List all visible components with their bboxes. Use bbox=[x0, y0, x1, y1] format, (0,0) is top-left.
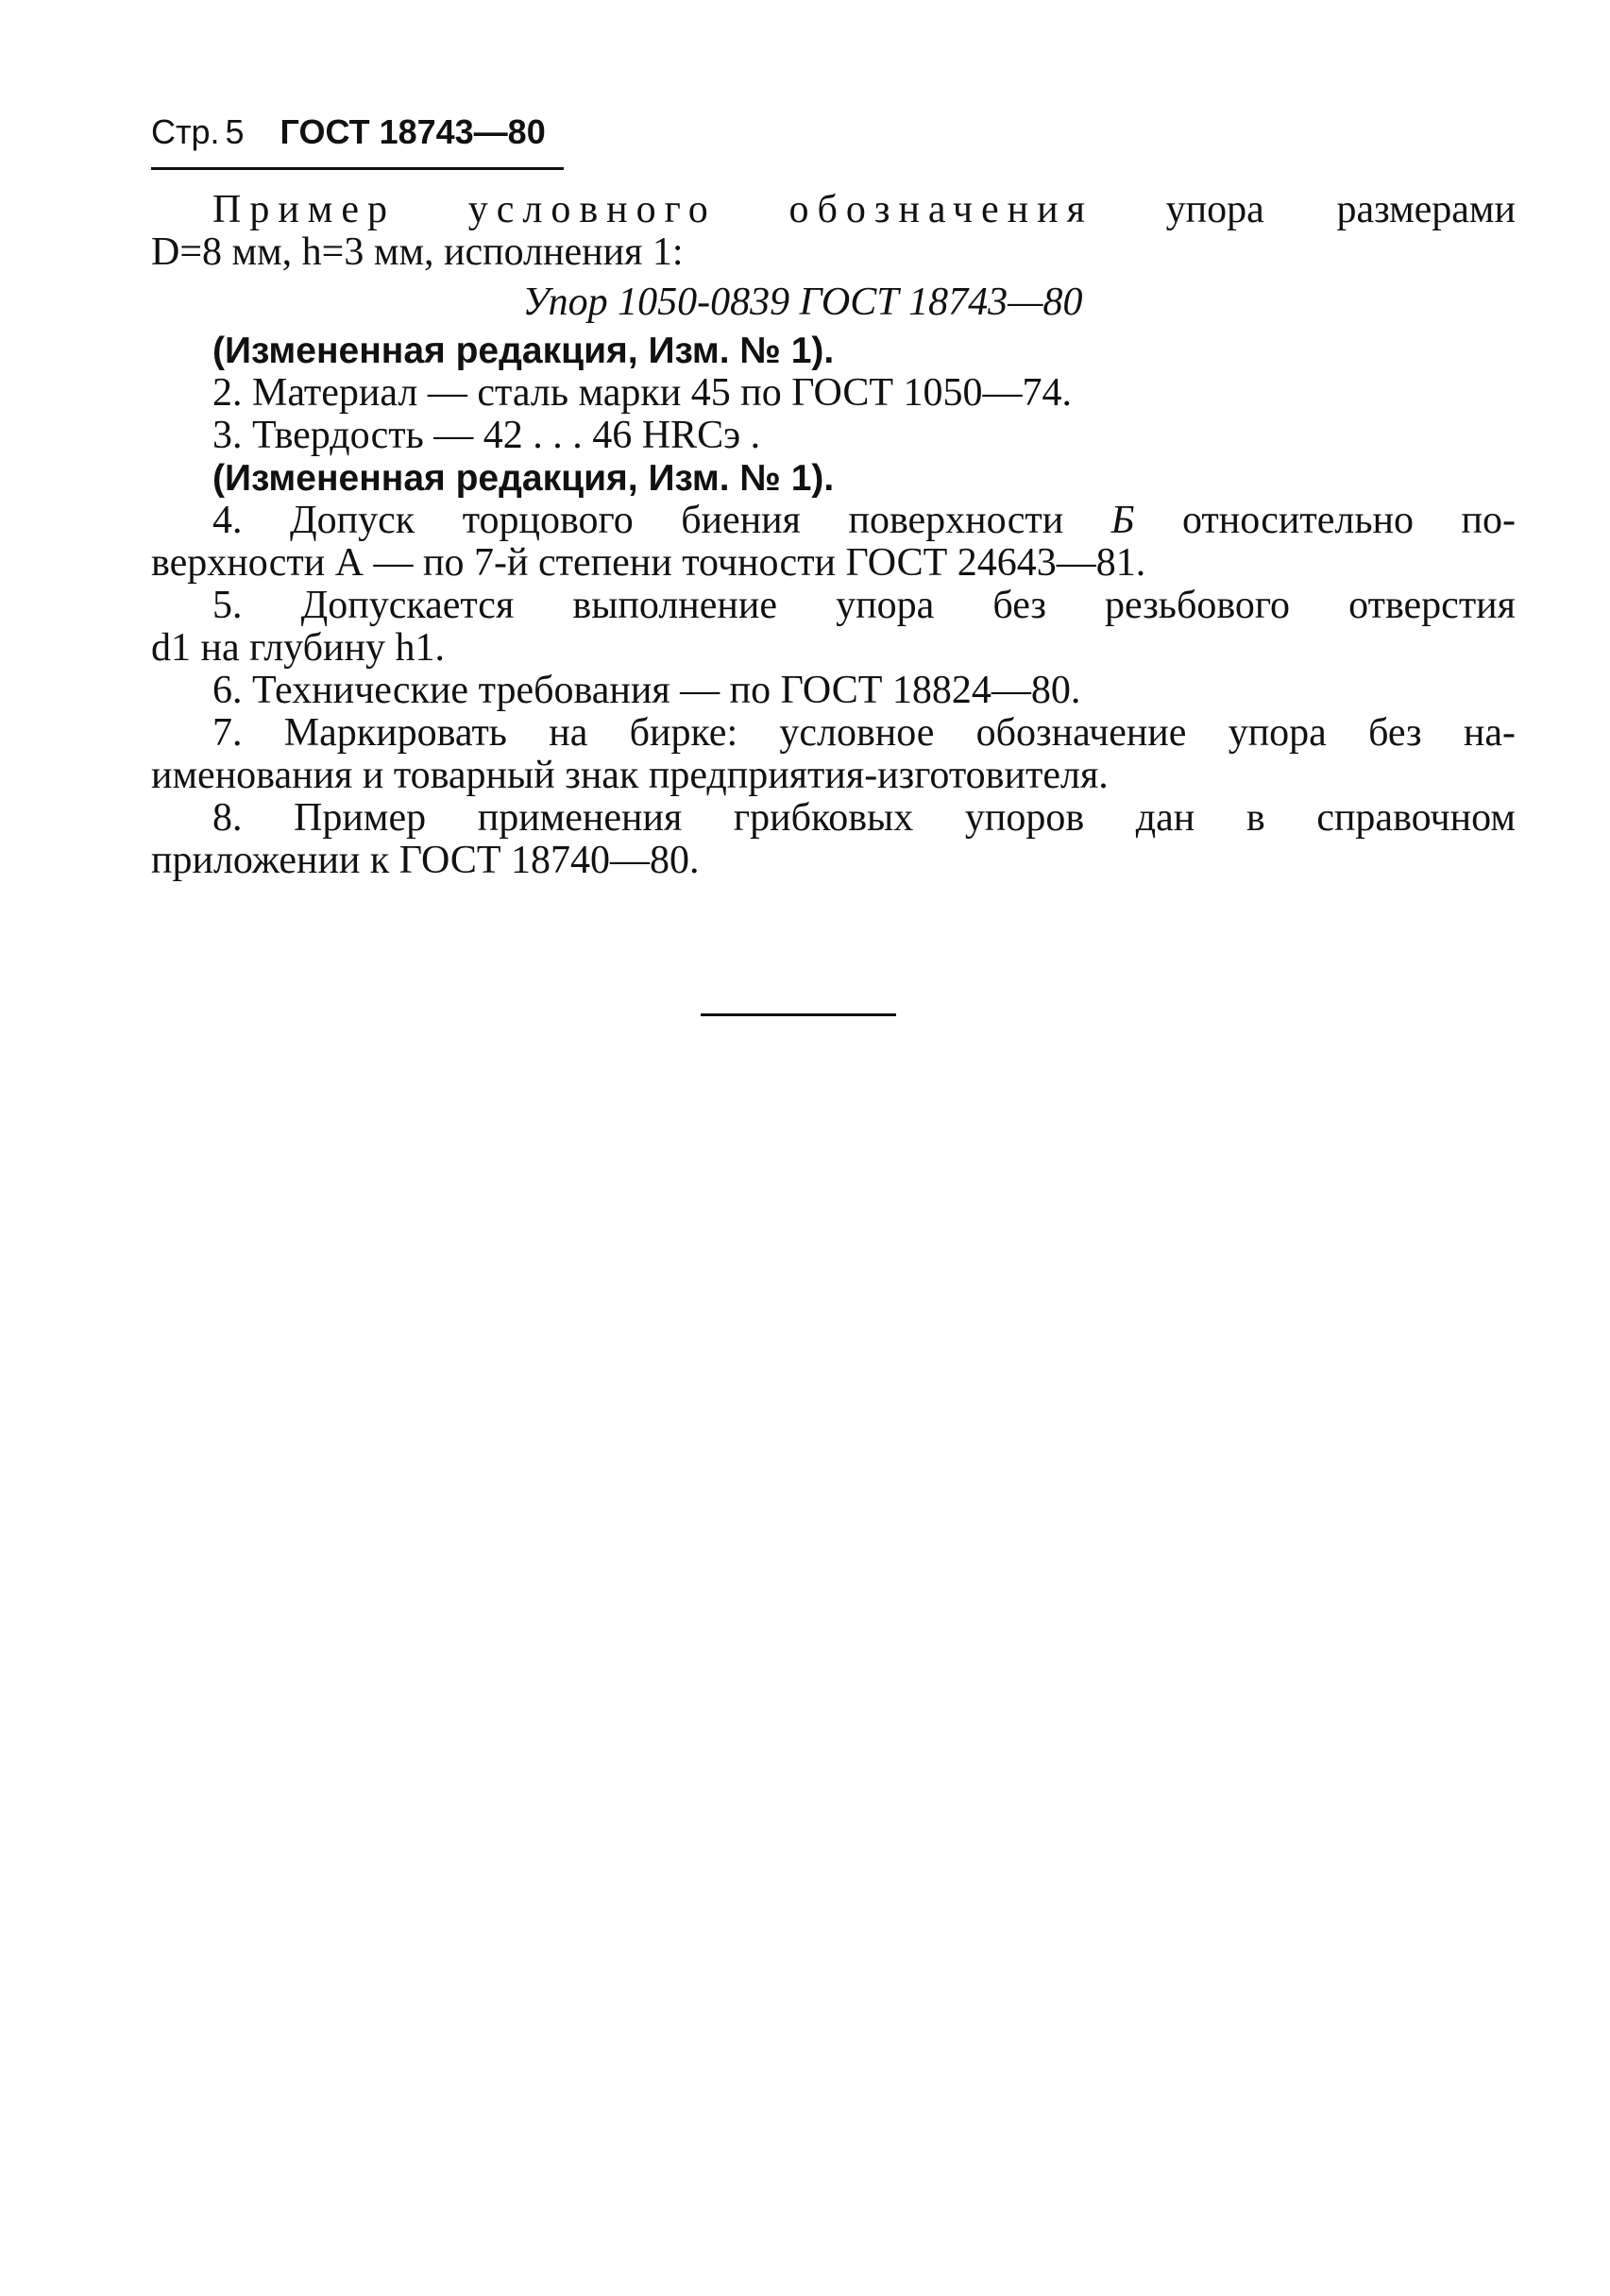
word: Б bbox=[1110, 499, 1135, 542]
word: Пример bbox=[212, 188, 397, 231]
item-runout-line-2: верхности А — по 7-й степени точности ГОСТ 24643—81. bbox=[151, 541, 1146, 585]
word: условного bbox=[467, 188, 717, 231]
amendment-note-2: (Измененная редакция, Изм. № 1). bbox=[212, 458, 835, 499]
word: справочном bbox=[1316, 796, 1516, 840]
word: резьбового bbox=[1105, 584, 1291, 627]
word: бирке: bbox=[629, 711, 738, 755]
example-line-2: D=8 мм, h=3 мм, исполнения 1: bbox=[151, 230, 684, 274]
word: Пример bbox=[294, 796, 427, 840]
word: 5. bbox=[212, 584, 243, 627]
word: упора bbox=[1228, 711, 1327, 755]
page-header bbox=[151, 111, 546, 153]
word: Маркировать bbox=[283, 711, 507, 755]
word: упоров bbox=[964, 796, 1085, 840]
word: биения bbox=[681, 499, 801, 542]
word: Допуск bbox=[290, 499, 415, 542]
word: упора bbox=[836, 584, 935, 627]
word: обозначения bbox=[788, 188, 1093, 231]
word: Допускается bbox=[300, 584, 515, 627]
designation-example: Упор 1050-0839 ГОСТ 18743—80 bbox=[522, 281, 1083, 324]
word: грибковых bbox=[733, 796, 914, 840]
word: поверхности bbox=[848, 499, 1064, 542]
item-marking-line-2: именования и товарный знак предприятия-изготовителя. bbox=[151, 754, 1109, 797]
word: обозначение bbox=[975, 711, 1187, 755]
word: по- bbox=[1461, 499, 1516, 542]
word: выполнение bbox=[572, 584, 778, 627]
page-label: Стр. bbox=[151, 112, 220, 151]
example-line-1 bbox=[151, 189, 1516, 231]
item-hardness: 3. Твердость — 42 . . . 46 HRCэ . bbox=[212, 414, 761, 457]
item-runout-line-1 bbox=[151, 500, 1516, 542]
amendment-note-1: (Измененная редакция, Изм. № 1). bbox=[212, 331, 835, 371]
word: в bbox=[1246, 796, 1265, 840]
item-thread-line-1 bbox=[151, 585, 1516, 627]
word: на bbox=[549, 711, 588, 755]
word: 8. bbox=[212, 796, 243, 840]
word: отверстия bbox=[1348, 584, 1516, 627]
item-thread-line-2: d1 на глубину h1. bbox=[151, 626, 445, 670]
item-usage-line-2: приложении к ГОСТ 18740—80. bbox=[151, 839, 700, 882]
header-rule bbox=[151, 167, 564, 170]
word: относительно bbox=[1181, 499, 1414, 542]
word: дан bbox=[1135, 796, 1195, 840]
word: 4. bbox=[212, 499, 243, 542]
end-rule bbox=[701, 1013, 896, 1016]
word: торцового bbox=[462, 499, 634, 542]
word: условное bbox=[779, 711, 935, 755]
item-marking-line-1 bbox=[151, 712, 1516, 755]
word: на- bbox=[1463, 711, 1516, 755]
word: упора bbox=[1165, 188, 1264, 231]
word: 7. bbox=[212, 711, 243, 755]
item-usage-line-1 bbox=[151, 797, 1516, 840]
item-technical: 6. Технические требования — по ГОСТ 18824—80. bbox=[212, 669, 1081, 712]
page-number: 5 bbox=[225, 112, 245, 151]
word: без bbox=[992, 584, 1046, 627]
item-material: 2. Материал — сталь марки 45 по ГОСТ 1050—74. bbox=[212, 371, 1073, 415]
word: без bbox=[1368, 711, 1422, 755]
word: размерами bbox=[1336, 188, 1516, 231]
standard-number: ГОСТ 18743—80 bbox=[280, 112, 546, 151]
document-body bbox=[151, 188, 1516, 882]
word: применения bbox=[477, 796, 683, 840]
